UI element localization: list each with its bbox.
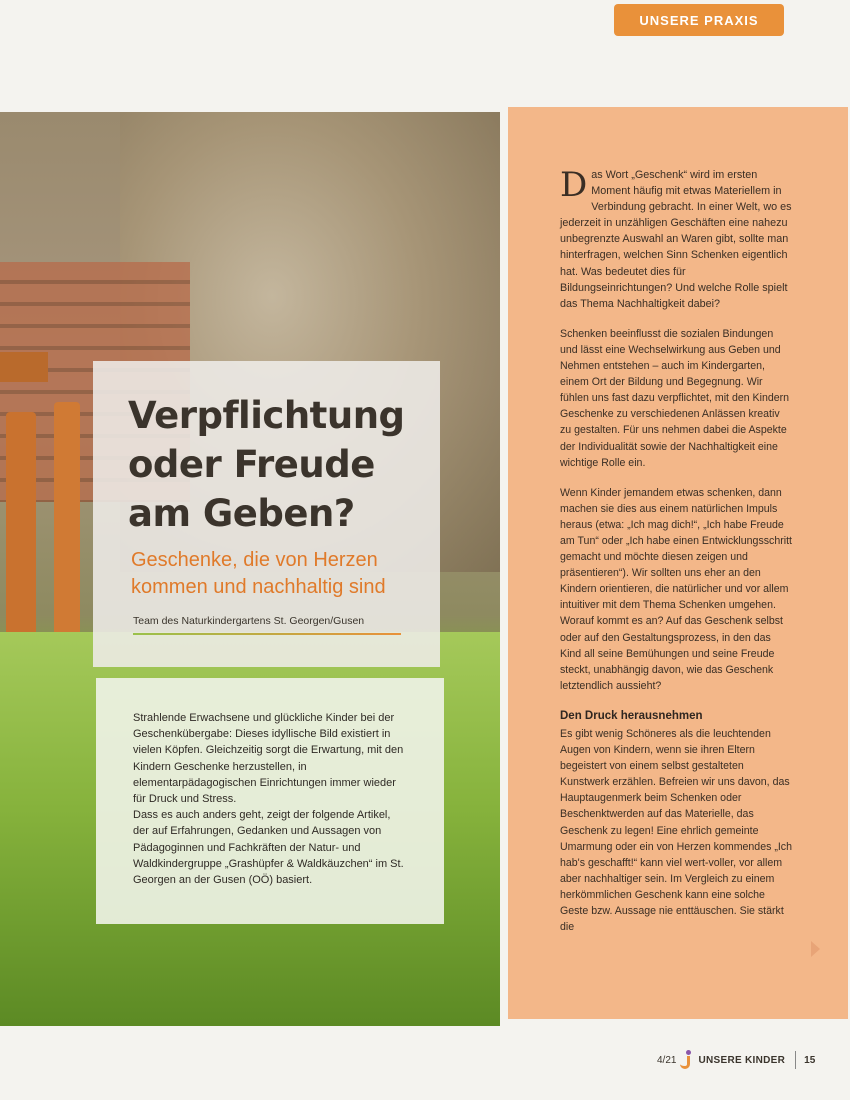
fence-rail <box>0 352 48 382</box>
section-tab: UNSERE PRAXIS <box>614 4 784 36</box>
title-divider <box>133 633 401 635</box>
text-column <box>508 107 848 1019</box>
column-body <box>560 167 793 949</box>
intro-text <box>133 710 407 888</box>
issue-number: 4/21 <box>657 1054 677 1066</box>
intro-box <box>96 678 444 924</box>
title-box <box>93 361 440 667</box>
continue-arrow-icon <box>811 941 820 957</box>
section-subheading: Den Druck herausnehmen <box>560 709 703 722</box>
body-paragraph: Wenn Kinder jemandem etwas schenken, dann machen sie dies aus einem natürlichen Impuls heraus (etwa: „Ich mag dich!“, „Ich habe Freude am Tun“ oder „Ich habe einen Entwicklungsschritt gemacht und möchte diesen zeigen und präsentieren“). Wir sollten uns eher an den Kindern orientieren, die natürlicher und vor allem intuitiver mit dem Thema Schenken umgehen. Worauf kommt es an? Auf das Geschenk selbst oder auf den Gestaltungsprozess, in den das Kind all seine Bemühungen und seine Freude steckt, unabhängig davon, wie das Geschenk letztendlich aussieht? <box>560 486 793 692</box>
drop-cap: D <box>560 165 588 205</box>
lead-text: as Wort „Geschenk“ wird im ersten Moment häufig mit etwas Materiellem in Verbindung gebracht. In einer Welt, wo es jederzeit in unzähligen Geschäften eine nahezu unbegrenzte Auswahl an Waren gibt, sollte man hinterfragen, welchen Sinn Schenken eigentlich hat. Was bedeutet dies für Bildungseinrichtungen? Und welche Rolle spielt das Thema Nachhaltigkeit dabei? <box>560 169 792 310</box>
footer-separator <box>795 1051 796 1069</box>
magazine-logo-icon <box>680 1050 694 1070</box>
body-paragraph: Schenken beeinflusst die sozialen Bindungen und lässt eine Wechselwirkung aus Geben und Nehmen entstehen – auch im Kindergarten, einem Ort der Bildung und Begegnung. Wir fühlen uns fast dazu verpflichtet, mit den Kindern Geschenke zu verschiedenen Anlässen kreativ zu gestalten. Für uns nehmen dabei die Aspekte der Individualität sowie der Nachhaltigkeit eine wichtige Rolle ein. <box>560 327 790 469</box>
magazine-name: UNSERE KINDER <box>698 1054 786 1066</box>
intro-paragraph: Strahlende Erwachsene und glückliche Kinder bei der Geschenkübergabe: Dieses idyllische Bild existiert in vielen Köpfen. Gleichzeitig sorgt die Erwartung, mit den Kindern Geschenke herzustellen, in elementarpädagogischen Einrichtungen immer wieder für Druck und Stress. <box>133 712 404 806</box>
body-paragraph: Es gibt wenig Schöneres als die leuchtenden Augen von Kindern, wenn sie ihren Eltern begeistert von einem selbst gestalteten Kunstwerk erzählen. Befreien wir uns davon, das Hauptaugenmerk beim Schenken oder Beschenktwerden auf das Materielle, das Geschenk zu legen! Eine ehrlich gemeinte Umarmung oder ein von Herzen kommendes „Ich hab's geschafft!“ kann viel wert-voller, vor allem aber nachhaltiger sein. Im Vergleich zu einem herkömmlichen Geschenk kann eine solche Geste bzw. Aussage nie enttäuschen. Sie stärkt die <box>560 728 792 934</box>
article-title: Verpflichtung oder Freude am Geben? <box>128 394 405 535</box>
page-number: 15 <box>804 1054 816 1066</box>
article-subtitle: Geschenke, die von Herzen kommen und nachhaltig sind <box>131 549 386 598</box>
intro-paragraph: Dass es auch anders geht, zeigt der folgende Artikel, der auf Erfahrungen, Gedanken und Aussagen von Pädagoginnen und Fachkräften der Natur- und Waldkindergruppe „Grashüpfer & Waldkäuzchen“ im St. Georgen an der Gusen (OÖ) basiert. <box>133 809 404 887</box>
article-authors: Team des Naturkindergartens St. Georgen/Gusen <box>133 615 365 627</box>
lead-paragraph <box>560 167 793 312</box>
page-footer <box>657 1050 815 1070</box>
